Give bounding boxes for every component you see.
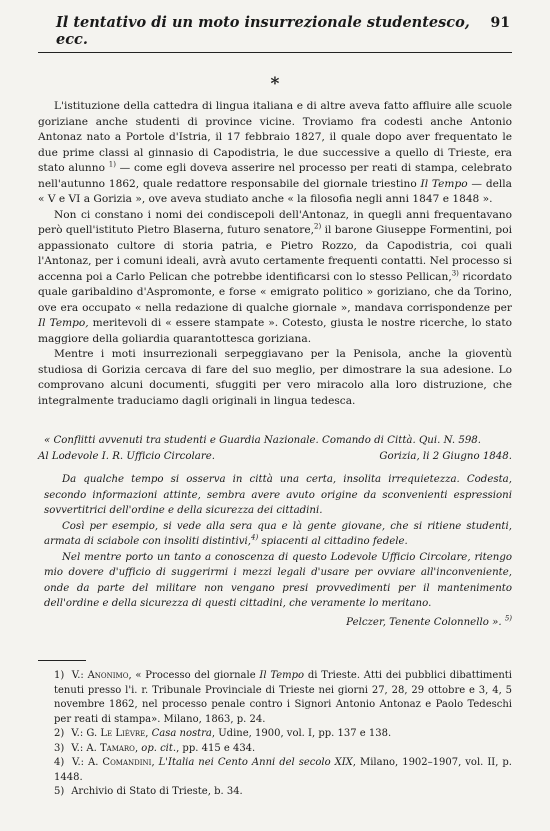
page-number: 91 <box>490 15 510 31</box>
quote-heading: « Conflitti avvenuti tra studenti e Guardia Nazionale. Comando di Città. Qui. N. 598. <box>44 435 482 446</box>
quote-paragraph-3: Nel mentre porto un tanto a conoscenza di questo Lodevole Ufficio Circolare, ritengo mio dovere d'ufficio di suggerirmi i mezzi legali d'usare per ovviare all'inconveniente, onde da parte del militare non vengano presi provvedimenti per il mantenimento dell'ordine e della sicurezza di questi cittadini, che veramente lo meritano. <box>44 551 512 609</box>
footnote-4: 4) V.: A. Comandini, L'Italia nei Cento Anni del secolo XIX, Milano, 1902–1907, vol. II, p. 1448. <box>54 757 512 783</box>
footnote-ref-2: 2) <box>314 222 322 231</box>
paragraph-2: Non ci constano i nomi dei condiscepoli dell'Antonaz, in quegli anni frequentavano però quell'istituto Pietro Blaserna, futuro senatore,$^{2)}$ il barone Giuseppe Formentini, poi appassionato cultore di storia patria, e Pietro Rozzo, da Capodistria, coi quali l'Antonaz, per i comuni ideali, avrà avuto certamente frequenti contatti. Nel processo si accenna poi a Carlo Pelican che potrebbe identificarsi con lo stesso Pellican,$^{3)}$ ricordato quale garibaldino d'Aspromonte, e forse « emigrato politico » goriziano, che da Torino, ove era occupato « nella redazione di qualche giornale », mandava corrispondenze per Il Tempo, meritevoli di « essere stampate ». Cotesto, giusta le nostre ricerche, lo stato maggiore della goliardia quarantottesca goriziana. <box>38 208 512 345</box>
running-header <box>38 14 512 48</box>
quote-signature: Pelczer, Tenente Colonnello ». $^{5)}$ <box>346 614 512 628</box>
paragraph-1: L'istituzione della cattedra di lingua italiana e di altre aveva fatto affluire alle scuole goriziane anche studenti di province vicine. Troviamo fra codesti anche Antonio Antonaz nato a Portole d'Istria, il 17 febbraio 1827, il quale dopo aver frequentato le due prime classi al ginnasio di Capodistria, le due successive a quello di Trieste, era stato alunno $^{1)}$ — come egli doveva asserire nel processo per reati di stampa, celebrato nell'autunno 1862, quale redattore responsabile del giornale triestino Il Tempo — della « V e VI a Gorizia », ove aveva studiato anche « la filosofia negli anni 1847 e 1848 ». <box>38 100 512 205</box>
running-title: Il tentativo di un moto insurrezionale studentesco, ecc. <box>56 14 470 48</box>
section-mark: * <box>270 74 280 94</box>
quote-paragraph-2: Così per esempio, si vede alla sera qua e là gente giovane, che si ritiene studenti, armata di sciabole con insoliti distintivi,$^{4)}$ spiacenti al cittadino fedele. <box>44 520 512 547</box>
quoted-document <box>38 433 512 630</box>
footnote-ref-3: 3) <box>451 268 459 277</box>
footnote-ref-4: 4) <box>251 533 259 542</box>
body-text <box>38 99 512 409</box>
footnote-rule <box>38 660 86 661</box>
footnote-1: 1) V.: Anonimo, « Processo del giornale Il Tempo di Trieste. Atti dei pubblici dibattimenti tenuti presso l'i. r. Tribunale Provinciale di Trieste nei giorni 27, 28, 29 ottobre e 3, 4, 5 novembre 1862, nel processo penale contro i Signori Antonio Antonaz e Paolo Tedeschi per reati di stampa». Milano, 1863, p. 24. <box>54 670 512 725</box>
header-rule <box>38 52 512 53</box>
quote-paragraph-1: Da qualche tempo si osserva in città una certa, insolita irrequietezza. Codesta, secondo informazioni attinte, sembra avere avuto origine da sconvenienti espressioni sovvertitrici dell'ordine e della sicurezza dei cittadini. <box>44 474 512 516</box>
footnote-ref-5: 5) <box>504 614 512 623</box>
footnote-3: 3) V.: A. Tamaro, op. cit., pp. 415 e 434. <box>54 742 256 754</box>
quote-address-line: Al Lodevole I. R. Ufficio Circolare. Gorizia, li 2 Giugno 1848. <box>38 450 512 462</box>
footnotes <box>38 669 512 800</box>
footnote-2: 2) V.: G. Le Lièvre, Casa nostra, Udine, 1900, vol. I, pp. 137 e 138. <box>54 728 392 739</box>
paragraph-3: Mentre i moti insurrezionali serpeggiavano per la Penisola, anche la gioventù studiosa di Gorizia cercava di fare del suo meglio, per dimostrare la sua adesione. Lo comprovano alcuni documenti, sfuggiti per vero miracolo alla loro distruzione, che integralmente traduciamo dagli originali in lingua tedesca. <box>38 348 512 407</box>
footnote-ref-1: 1) <box>108 160 116 169</box>
footnote-5: 5) Archivio di Stato di Trieste, b. 34. <box>54 786 243 797</box>
